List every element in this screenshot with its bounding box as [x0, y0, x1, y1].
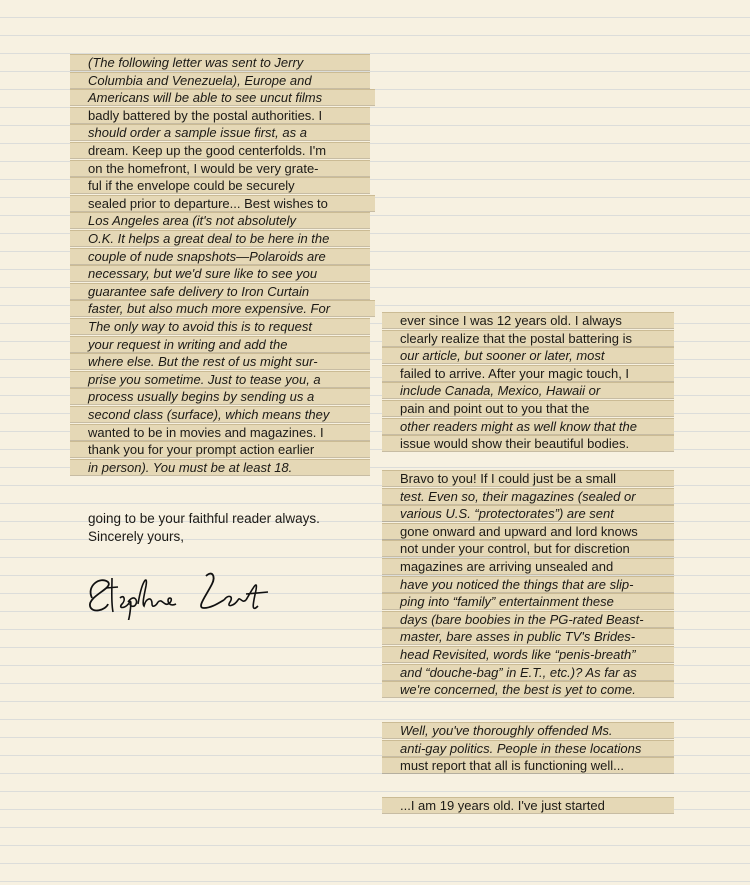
pasted-text-strip: wanted to be in movies and magazines. I	[70, 424, 370, 440]
pasted-text-strip: gone onward and upward and lord knows	[382, 523, 674, 539]
pasted-text-strip: your request in writing and add the	[70, 336, 370, 352]
pasted-text-strip: anti-gay politics. People in these locations	[382, 740, 674, 756]
pasted-text-strip: must report that all is functioning well...	[382, 757, 674, 773]
closing-line: going to be your faithful reader always.	[88, 511, 320, 526]
pasted-text-strip: prise you sometime. Just to tease you, a	[70, 371, 370, 387]
pasted-text-strip: head Revisited, words like “penis-breath”	[382, 646, 674, 662]
pasted-text-strip: various U.S. “protectorates”) are sent	[382, 505, 674, 521]
pasted-text-strip: magazines are arriving unsealed and	[382, 558, 674, 574]
pasted-text-strip: faster, but also much more expensive. For	[70, 300, 375, 316]
pasted-text-strip: dream. Keep up the good centerfolds. I'm	[70, 142, 370, 158]
pasted-text-strip: on the homefront, I would be very grate-	[70, 160, 370, 176]
pasted-text-strip: pain and point out to you that the	[382, 400, 674, 416]
pasted-text-strip: Americans will be able to see uncut films	[70, 89, 375, 105]
pasted-text-strip: guarantee safe delivery to Iron Curtain	[70, 283, 370, 299]
pasted-text-strip: thank you for your prompt action earlier	[70, 441, 370, 457]
pasted-text-strip: necessary, but we'd sure like to see you	[70, 265, 370, 281]
pasted-text-strip: ping into “family” entertainment these	[382, 593, 674, 609]
pasted-text-strip: ...I am 19 years old. I've just started	[382, 797, 674, 813]
pasted-text-strip: days (bare boobies in the PG-rated Beast-	[382, 611, 674, 627]
pasted-text-strip: Los Angeles area (it's not absolutely	[70, 212, 370, 228]
pasted-text-strip: badly battered by the postal authorities. I	[70, 107, 370, 123]
pasted-text-strip: test. Even so, their magazines (sealed or	[382, 488, 674, 504]
pasted-text-strip: issue would show their beautiful bodies.	[382, 435, 674, 451]
pasted-text-strip: we're concerned, the best is yet to come.	[382, 681, 674, 697]
pasted-text-strip: our article, but sooner or later, most	[382, 347, 674, 363]
pasted-text-strip: other readers might as well know that the	[382, 418, 674, 434]
pasted-text-strip: not under your control, but for discretion	[382, 540, 674, 556]
pasted-text-strip: should order a sample issue first, as a	[70, 124, 370, 140]
pasted-text-strip: in person). You must be at least 18.	[70, 459, 370, 475]
pasted-text-strip: Well, you've thoroughly offended Ms.	[382, 722, 674, 738]
pasted-text-strip: couple of nude snapshots—Polaroids are	[70, 248, 370, 264]
pasted-text-strip: and “douche-bag” in E.T., etc.)? As far as	[382, 664, 674, 680]
closing-line: Sincerely yours,	[88, 529, 185, 544]
pasted-text-strip: second class (surface), which means they	[70, 406, 370, 422]
pasted-text-strip: failed to arrive. After your magic touch, I	[382, 365, 674, 381]
pasted-text-strip: O.K. It helps a great deal to be here in the	[70, 230, 370, 246]
pasted-text-strip: ever since I was 12 years old. I always	[382, 312, 674, 328]
handwritten-signature	[78, 560, 303, 620]
pasted-text-strip: The only way to avoid this is to request	[70, 318, 370, 334]
pasted-text-strip: have you noticed the things that are slip-	[382, 576, 674, 592]
pasted-text-strip: process usually begins by sending us a	[70, 388, 370, 404]
pasted-text-strip: (The following letter was sent to Jerry	[70, 54, 370, 70]
pasted-text-strip: clearly realize that the postal battering is	[382, 330, 674, 346]
pasted-text-strip: include Canada, Mexico, Hawaii or	[382, 382, 674, 398]
pasted-text-strip: Bravo to you! If I could just be a small	[382, 470, 674, 486]
pasted-text-strip: where else. But the rest of us might sur-	[70, 353, 370, 369]
pasted-text-strip: ful if the envelope could be securely	[70, 177, 370, 193]
pasted-text-strip: sealed prior to departure... Best wishes to	[70, 195, 375, 211]
pasted-text-strip: master, bare asses in public TV's Brides-	[382, 628, 674, 644]
pasted-text-strip: Columbia and Venezuela), Europe and	[70, 72, 370, 88]
